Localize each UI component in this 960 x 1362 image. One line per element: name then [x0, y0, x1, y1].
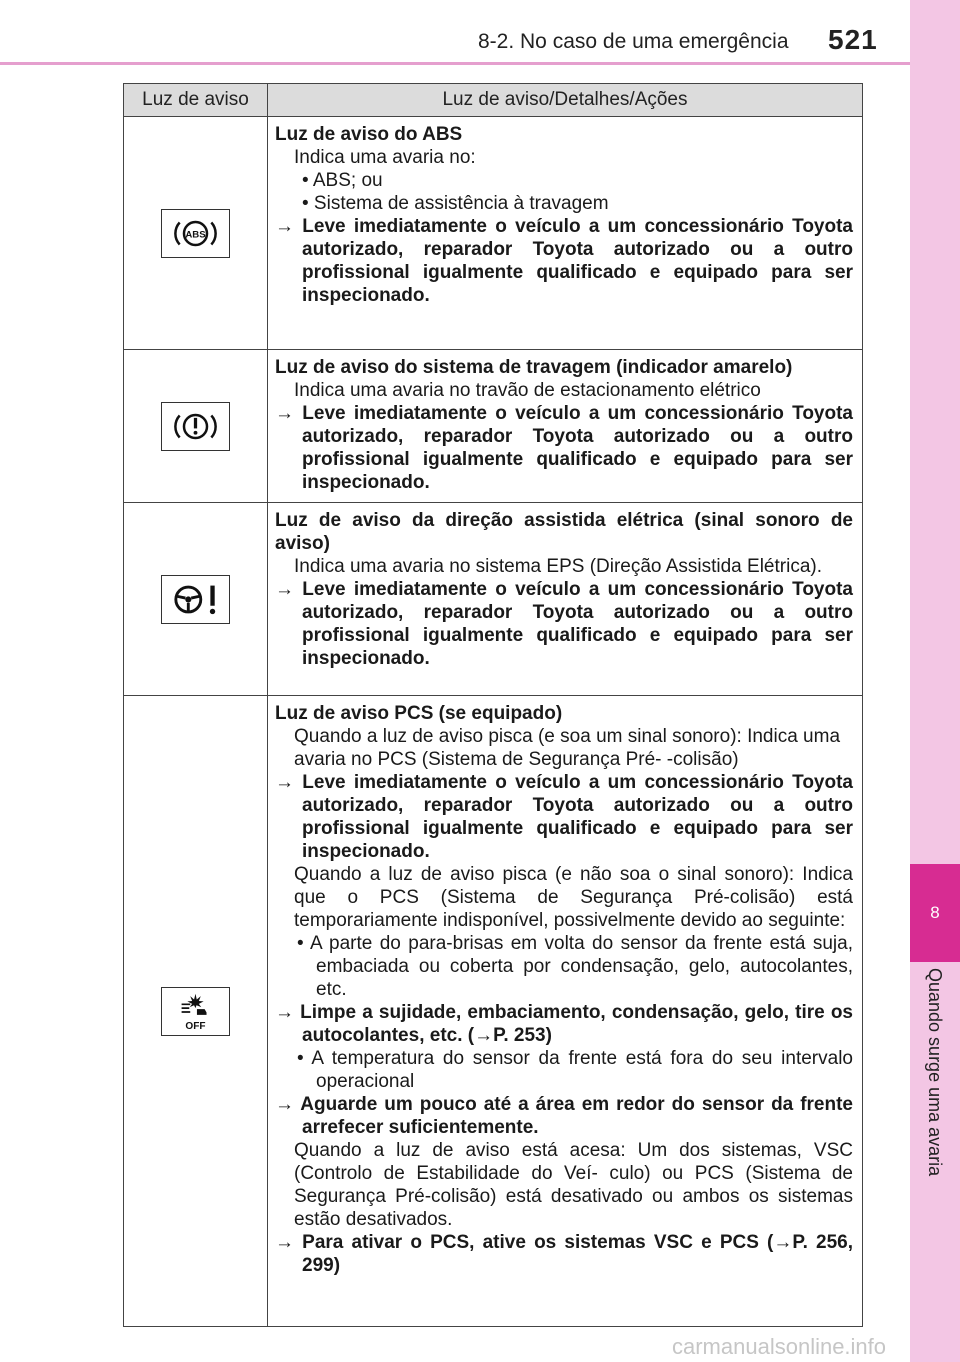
- action-text: → Para ativar o PCS, ative os sistemas VSC e PCS (→P. 256, 299): [275, 1232, 853, 1276]
- icon-cell: [124, 696, 268, 1327]
- row-title: Luz de aviso da direção assistida elétrica (sinal sonoro de aviso): [275, 510, 853, 554]
- row-title: Luz de aviso do sistema de travagem (indicador amarelo): [275, 357, 793, 378]
- row-description: Indica uma avaria no travão de estacionamento elétrico: [294, 380, 761, 401]
- icon-cell: [124, 350, 268, 503]
- watermark: carmanualsonline.info: [672, 1334, 887, 1359]
- icon-cell: [124, 503, 268, 696]
- column-header-light: Luz de aviso: [124, 84, 268, 117]
- details-cell: [268, 696, 863, 1327]
- details-cell: [268, 117, 863, 350]
- table-row: [124, 503, 863, 696]
- row-description: Indica uma avaria no sistema EPS (Direção Assistida Elétrica).: [294, 556, 822, 577]
- column-header-details: Luz de aviso/Detalhes/Ações: [268, 84, 863, 117]
- bullet-item: • A temperatura do sensor da frente está fora do seu intervalo operacional: [297, 1048, 853, 1092]
- bullet-item: • A parte do para-brisas em volta do sensor da frente está suja, embaciada ou coberta por condensação, gelo, autocolantes, etc.: [297, 933, 853, 1000]
- icon-off-label: OFF: [185, 1020, 206, 1032]
- table-row: [124, 117, 863, 350]
- svg-text:ABS: ABS: [185, 228, 206, 240]
- row-description: Indica uma avaria no:: [294, 147, 476, 168]
- pcs-off-warning-icon: [161, 987, 230, 1036]
- page-number: 521: [828, 24, 878, 55]
- action-text: → Leve imediatamente o veículo a um concessionário Toyota autorizado, reparador Toyota autorizado ou a outro profissional igualmente qualificado e equipado para ser inspecionado.: [275, 579, 853, 669]
- details-cell: [268, 350, 863, 503]
- icon-cell: [124, 117, 268, 350]
- section-title: 8-2. No caso de uma emergência: [478, 30, 789, 53]
- chapter-number: 8: [910, 864, 960, 962]
- row-paragraph: Quando a luz de aviso está acesa: Um dos sistemas, VSC (Controlo de Estabilidade do Veí- culo) ou PCS (Sistema de Segurança Pré-colisão) está desativado ou ambos os sistemas estão desativados.: [294, 1140, 853, 1230]
- action-text: → Leve imediatamente o veículo a um concessionário Toyota autorizado, reparador Toyota autorizado ou a outro profissional igualmente qualificado e equipado para ser inspecionado.: [275, 403, 853, 493]
- eps-warning-icon: [161, 575, 230, 624]
- bullet-item: • Sistema de assistência à travagem: [302, 193, 609, 214]
- brake-system-warning-icon: [161, 402, 230, 451]
- row-paragraph: Quando a luz de aviso pisca (e soa um sinal sonoro): Indica uma avaria no PCS (Sistema de Segurança Pré- -colisão): [294, 726, 841, 770]
- row-title: Luz de aviso do ABS: [275, 124, 463, 145]
- table-header-row: [124, 84, 863, 117]
- abs-warning-icon: [161, 209, 230, 258]
- warning-light-table: [123, 83, 863, 1327]
- chapter-label: Quando surge uma avaria: [925, 968, 945, 1177]
- row-title: Luz de aviso PCS (se equipado): [275, 703, 563, 724]
- action-text: → Leve imediatamente o veículo a um concessionário Toyota autorizado, reparador Toyota autorizado ou a outro profissional igualmente qualificado e equipado para ser inspecionado.: [275, 772, 853, 862]
- bullet-item: • ABS; ou: [302, 170, 383, 191]
- action-text: → Leve imediatamente o veículo a um concessionário Toyota autorizado, reparador Toyota autorizado ou a outro profissional igualmente qualificado e equipado para ser inspecionado.: [275, 216, 853, 306]
- details-cell: [268, 503, 863, 696]
- action-text: → Aguarde um pouco até a área em redor do sensor da frente arrefecer suficientemente.: [275, 1094, 853, 1138]
- action-text: → Limpe a sujidade, embaciamento, condensação, gelo, tire os autocolantes, etc. (→P. 253): [275, 1002, 853, 1046]
- row-paragraph: Quando a luz de aviso pisca (e não soa o sinal sonoro): Indica que o PCS (Sistema de Segurança Pré-colisão) está temporariamente indisponível, possivelmente devido ao seguinte:: [294, 864, 853, 931]
- table-row: [124, 696, 863, 1327]
- header-rule: [0, 62, 960, 65]
- table-row: [124, 350, 863, 503]
